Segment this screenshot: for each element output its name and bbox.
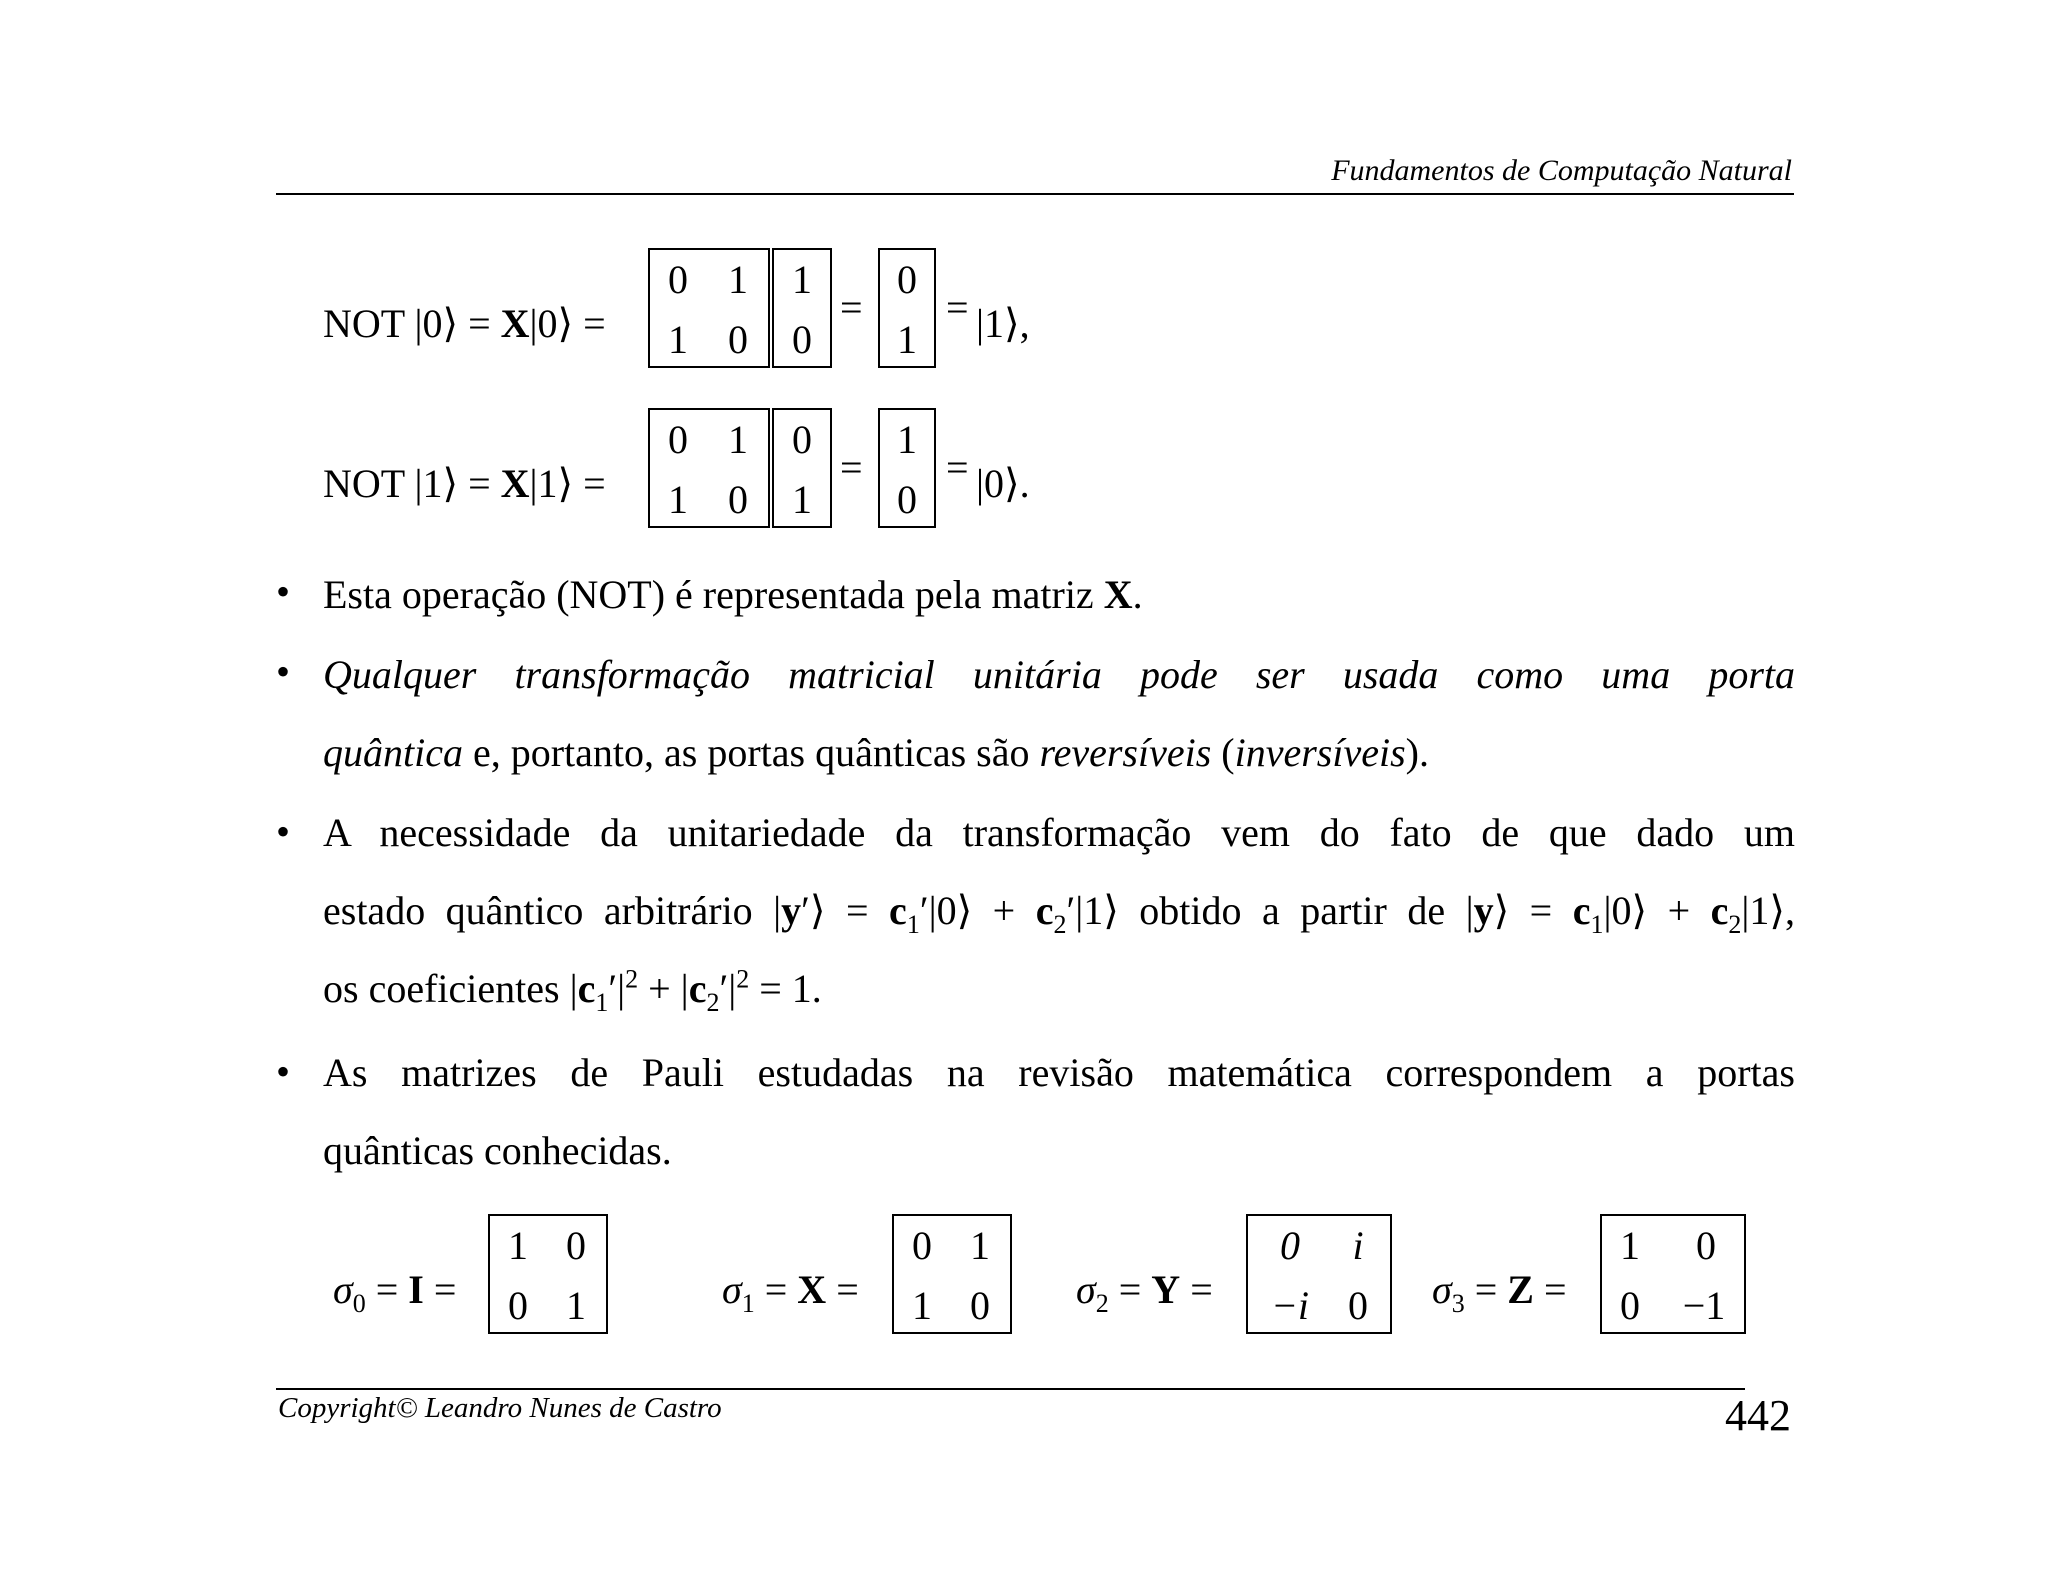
text: = [1533, 1267, 1567, 1312]
sigma: σ [1076, 1267, 1096, 1312]
matrix-cell: 1 [508, 1223, 528, 1268]
text: |1⟩, [1741, 888, 1796, 933]
text: ). [1405, 730, 1429, 775]
matrix-cell: 1 [1620, 1223, 1640, 1268]
subscript: 1 [595, 988, 609, 1017]
text-bold: Z [1507, 1267, 1534, 1312]
text: ′⟩ = [801, 888, 890, 933]
subscript: 1 [741, 1289, 755, 1318]
subscript: 1 [906, 910, 920, 939]
text-bold: c [1572, 888, 1591, 933]
matrix-cell: 1 [668, 317, 688, 362]
eq-ket: |0⟩ = [529, 301, 606, 346]
matrix-cell: 0 [912, 1223, 932, 1268]
text: = [1108, 1267, 1152, 1312]
vector-result-0 [878, 248, 936, 368]
text: = 1. [749, 966, 822, 1011]
text-line: quânticas conhecidas. [323, 1128, 672, 1173]
matrix-x-1 [648, 248, 770, 368]
vector-cell: 0 [897, 257, 917, 302]
matrix-cell: i [1352, 1223, 1364, 1268]
subscript: 3 [1451, 1289, 1465, 1318]
matrix-cell: 1 [728, 417, 748, 462]
eq-lhs: NOT |1⟩ = [323, 461, 501, 506]
matrix-cell: 0 [728, 317, 748, 362]
text-bold: c [688, 966, 707, 1011]
footer-copyright: Copyright© Leandro Nunes de Castro [278, 1392, 722, 1424]
text-bold: c [1035, 888, 1054, 933]
text: = [1180, 1267, 1213, 1312]
header-rule [276, 193, 1794, 195]
matrix-cell: 0 [566, 1223, 586, 1268]
text: ( [1211, 730, 1235, 775]
text-bold: y [1473, 888, 1494, 933]
text: ⟩ = [1493, 888, 1573, 933]
matrix-cell: 0 [1280, 1223, 1300, 1268]
subscript: 2 [706, 988, 720, 1017]
matrix-cell: 0 [728, 477, 748, 522]
bullet-text-1 [323, 556, 1795, 634]
text: Esta operação (NOT) é representada pela matriz [323, 572, 1104, 617]
bullet-text-3 [323, 794, 1795, 1028]
bullet-icon: • [276, 649, 291, 694]
eq-ket: |1⟩ = [529, 461, 606, 506]
matrix-cell: 0 [508, 1283, 528, 1328]
page-number: 442 [1725, 1391, 1791, 1440]
matrix-cell: 0 [1348, 1283, 1368, 1328]
vector-cell: 1 [792, 477, 812, 522]
bullet-icon: • [276, 569, 291, 614]
subscript: 0 [352, 1289, 366, 1318]
text: = [826, 1267, 859, 1312]
header-title: Fundamentos de Computação Natural [1331, 154, 1792, 187]
text: e, portanto, as portas quânticas são [462, 730, 1040, 775]
equals-sign: = [840, 445, 863, 490]
text-bold: X [797, 1267, 827, 1312]
vector-cell: 1 [897, 317, 917, 362]
text-bold: X [1103, 572, 1133, 617]
equation-not-0 [323, 300, 606, 347]
vector-cell: 0 [792, 317, 812, 362]
vector-cell: 0 [792, 417, 812, 462]
text: estado quântico arbitrário | [323, 888, 782, 933]
matrix-cell: 1 [970, 1223, 990, 1268]
subscript: 2 [1053, 910, 1067, 939]
matrix-cell: 0 [668, 417, 688, 462]
equals-sign: = [946, 285, 969, 330]
matrix-cell: 0 [1620, 1283, 1640, 1328]
matrix-cell: −1 [1682, 1283, 1726, 1328]
text: = [365, 1267, 409, 1312]
text: ′|0⟩ + [919, 888, 1036, 933]
eq-x: X [500, 301, 530, 346]
matrix-sigma2 [1246, 1214, 1392, 1334]
eq-rhs: |0⟩. [976, 461, 1030, 506]
text: ′|1⟩ obtido a partir de | [1066, 888, 1474, 933]
text: ′| [719, 966, 737, 1011]
text-italic: inversíveis [1234, 730, 1406, 775]
text-bold: I [408, 1267, 424, 1312]
matrix-cell: 1 [912, 1283, 932, 1328]
matrix-cell: 1 [668, 477, 688, 522]
text: = [754, 1267, 798, 1312]
sigma: σ [333, 1267, 353, 1312]
equals-sign: = [946, 445, 969, 490]
bullet-text-4 [323, 1034, 1795, 1190]
bullet-text-2 [323, 636, 1795, 792]
bullet-icon: • [276, 809, 291, 854]
text-bold: c [1710, 888, 1729, 933]
vector-result-1 [878, 408, 936, 528]
pauli-sigma2-label [1076, 1266, 1213, 1318]
text-bold: c [577, 966, 596, 1011]
text-line: A necessidade da unitariedade da transformação vem do fato de que dado um [323, 810, 1795, 855]
pauli-sigma3-label [1432, 1266, 1567, 1318]
text-italic: quântica [323, 730, 463, 775]
matrix-cell: 0 [1696, 1223, 1716, 1268]
pauli-sigma0-label [333, 1266, 457, 1318]
eq-lhs: NOT |0⟩ = [323, 301, 501, 346]
matrix-cell: 0 [970, 1283, 990, 1328]
vector-ket0 [772, 248, 832, 368]
vector-cell: 1 [792, 257, 812, 302]
text-line: Qualquer transformação matricial unitária pode ser usada como uma porta [323, 652, 1795, 697]
sigma: σ [1432, 1267, 1452, 1312]
superscript: 2 [736, 964, 750, 994]
subscript: 2 [1728, 910, 1742, 939]
text: ′| [608, 966, 626, 1011]
sigma: σ [722, 1267, 742, 1312]
matrix-sigma0 [488, 1214, 608, 1334]
matrix-sigma3 [1600, 1214, 1746, 1334]
matrix-x-2 [648, 408, 770, 528]
matrix-cell: 1 [566, 1283, 586, 1328]
eq-x: X [500, 461, 530, 506]
vector-ket1 [772, 408, 832, 528]
equals-sign: = [840, 285, 863, 330]
matrix-cell: 0 [668, 257, 688, 302]
text-bold: c [889, 888, 907, 933]
matrix-cell: −i [1270, 1283, 1310, 1328]
eq-rhs: |1⟩, [976, 301, 1030, 346]
subscript: 2 [1095, 1289, 1109, 1318]
footer-rule [276, 1388, 1745, 1390]
text: |0⟩ + [1603, 888, 1711, 933]
text: os coeficientes | [323, 966, 578, 1011]
text-italic: reversíveis [1039, 730, 1212, 775]
text: . [1132, 572, 1143, 617]
text-bold: Y [1151, 1267, 1181, 1312]
text: + | [638, 966, 689, 1011]
text-line: As matrizes de Pauli estudadas na revisão matemática correspondem a portas [323, 1050, 1795, 1095]
matrix-sigma1 [892, 1214, 1012, 1334]
text: = [423, 1267, 457, 1312]
vector-cell: 0 [897, 477, 917, 522]
superscript: 2 [625, 964, 639, 994]
pauli-sigma1-label [722, 1266, 859, 1318]
subscript: 1 [1590, 910, 1604, 939]
bullet-icon: • [276, 1049, 291, 1094]
equation-not-1 [323, 460, 606, 507]
vector-cell: 1 [897, 417, 917, 462]
text: = [1464, 1267, 1508, 1312]
matrix-cell: 1 [728, 257, 748, 302]
text-bold: y [781, 888, 802, 933]
